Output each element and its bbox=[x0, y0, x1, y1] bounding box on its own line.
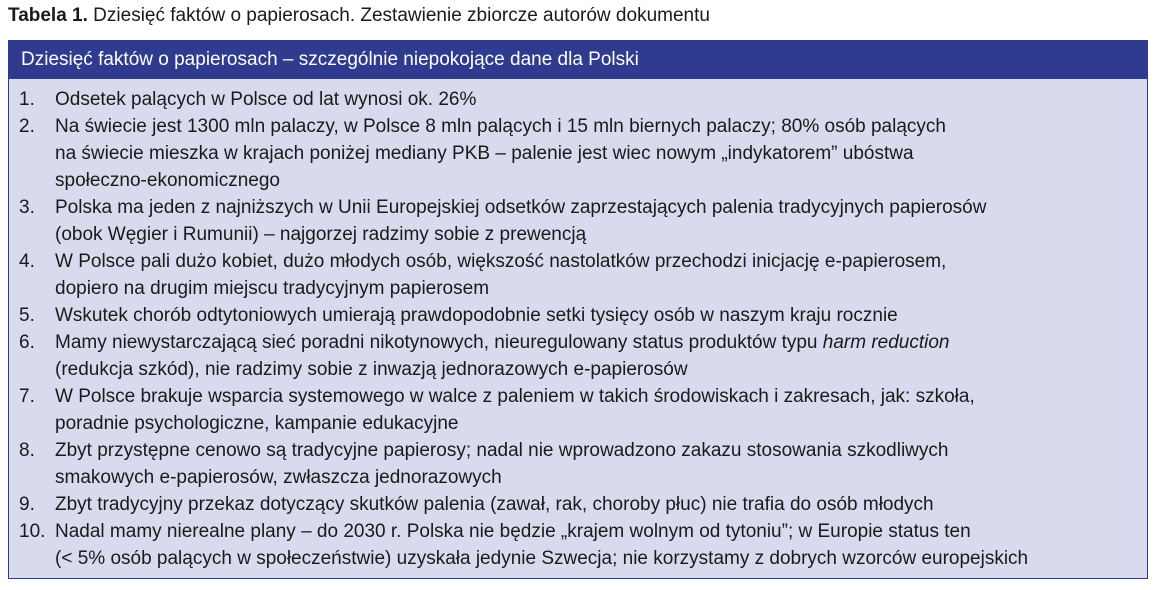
fact-number: 7. bbox=[19, 386, 35, 407]
fact-line: W Polsce brakuje wsparcia systemowego w walce z paleniem w takich środowiskach i zakresach, jak: szkoła, bbox=[55, 386, 975, 407]
fact-line: smakowych e-papierosów, zwłaszcza jednorazowych bbox=[55, 467, 502, 488]
fact-number: 3. bbox=[19, 197, 35, 218]
fact-line bbox=[55, 329, 1147, 356]
fact-line: W Polsce pali dużo kobiet, dużo młodych osób, większość nastolatków przechodzi inicjację e-papierosem, bbox=[55, 251, 947, 272]
fact-number: 10. bbox=[19, 521, 46, 542]
fact-item-10 bbox=[9, 518, 1147, 572]
caption-label: Tabela 1. bbox=[8, 5, 88, 26]
fact-line: (obok Węgier i Rumunii) – najgorzej radzimy sobie z prewencją bbox=[55, 224, 587, 245]
fact-item-8 bbox=[9, 437, 1147, 491]
fact-number: 9. bbox=[19, 494, 35, 515]
facts-table bbox=[8, 40, 1148, 579]
fact-line: Zbyt przystępne cenowo są tradycyjne papierosy; nadal nie wprowadzono zakazu stosowania szkodliwych bbox=[55, 440, 949, 461]
fact-line: poradnie psychologiczne, kampanie edukacyjne bbox=[55, 413, 459, 434]
fact-line: (< 5% osób palących w społeczeństwie) uzyskała jedynie Szwecja; nie korzystamy z dobrych wzorców europejskich bbox=[55, 548, 1029, 569]
fact-item-3 bbox=[9, 194, 1147, 248]
fact-number: 2. bbox=[19, 116, 35, 137]
table-caption bbox=[8, 4, 710, 28]
fact-item-1 bbox=[9, 86, 1147, 113]
fact-item-9 bbox=[9, 491, 1147, 518]
fact-item-2 bbox=[9, 113, 1147, 194]
fact-line: Odsetek palących w Polsce od lat wynosi ok. 26% bbox=[55, 89, 477, 110]
fact-line: Nadal mamy nierealne plany – do 2030 r. Polska nie będzie „krajem wolnym od tytoniu”; w Europie status ten bbox=[55, 521, 971, 542]
fact-number: 6. bbox=[19, 332, 35, 353]
fact-line: na świecie mieszka w krajach poniżej mediany PKB – palenie jest wiec nowym „indykatorem” ubóstwa bbox=[55, 143, 914, 164]
fact-line: dopiero na drugim miejscu tradycyjnym papierosem bbox=[55, 278, 490, 299]
caption-text: Dziesięć faktów o papierosach. Zestawienie zbiorcze autorów dokumentu bbox=[87, 5, 710, 26]
fact-text-italic: harm reduction bbox=[822, 332, 950, 353]
fact-number: 8. bbox=[19, 440, 35, 461]
fact-number: 5. bbox=[19, 305, 35, 326]
fact-item-5 bbox=[9, 302, 1147, 329]
fact-item-4 bbox=[9, 248, 1147, 302]
fact-number: 1. bbox=[19, 89, 35, 110]
fact-item-6 bbox=[9, 329, 1147, 383]
fact-line: Na świecie jest 1300 mln palaczy, w Polsce 8 mln palących i 15 mln biernych palaczy; 80% osób palących bbox=[55, 116, 946, 137]
facts-list bbox=[9, 79, 1147, 572]
table-header: Dziesięć faktów o papierosach – szczególnie niepokojące dane dla Polski bbox=[9, 41, 1147, 79]
fact-line: Zbyt tradycyjny przekaz dotyczący skutków palenia (zawał, rak, choroby płuc) nie trafia do osób młodych bbox=[55, 494, 934, 515]
fact-item-7 bbox=[9, 383, 1147, 437]
fact-line: Wskutek chorób odtytoniowych umierają prawdopodobnie setki tysięcy osób w naszym kraju rocznie bbox=[55, 305, 898, 326]
fact-text: Mamy niewystarczającą sieć poradni nikotynowych, nieuregulowany status produktów typu bbox=[55, 332, 823, 353]
fact-number: 4. bbox=[19, 251, 35, 272]
fact-line: społeczno-ekonomicznego bbox=[55, 170, 280, 191]
fact-line: Polska ma jeden z najniższych w Unii Europejskiej odsetków zaprzestających palenia tradycyjnych papierosów bbox=[55, 197, 987, 218]
fact-line: (redukcja szkód), nie radzimy sobie z inwazją jednorazowych e-papierosów bbox=[55, 359, 688, 380]
